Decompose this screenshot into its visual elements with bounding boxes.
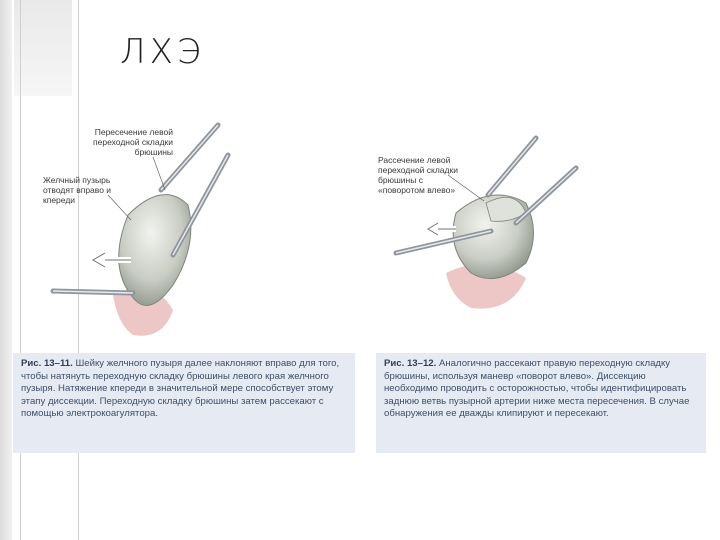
decorative-side-bar: [0, 0, 12, 540]
caption-text: Шейку желчного пузыря далее наклоняют вправо для того, чтобы натянуть переходную складку брюшины левого края желчного пузыря. Натяжение кпереди в значительной мере способствует этому этапу диссекции. Переходную складку брюшины затем рассекают с помощью электрокоагулятора.: [21, 358, 340, 419]
figure-13-12: [376, 103, 706, 453]
decorative-corner-block: [14, 0, 72, 96]
surgical-illustration: [376, 103, 706, 351]
figure-caption: [384, 358, 698, 421]
caption-title: Рис. 13–11.: [21, 358, 73, 369]
label-gallbladder-traction: Желчный пузырь отводят вправо и кпереди: [43, 175, 112, 205]
caption-box: [13, 353, 355, 453]
caption-text: Аналогично рассекают правую переходную складку брюшины, используя маневр «поворот влево». Диссекцию необходимо проводить с осторожностью, чтобы идентифицировать заднюю ветвь пузырной артерии ниже места пересечения. В случае обнаружения ее дважды клипируют и пересекают.: [384, 358, 690, 419]
slide-title: ЛХЭ: [120, 32, 205, 72]
figure-caption: [21, 358, 347, 421]
gallbladder-illustration-svg: [376, 103, 706, 351]
label-dissection-left-fold: Рассечение левой переходной складки брюшины с «поворотом влево»: [378, 155, 458, 195]
label-dissection-left-fold: Пересечение левой переходной складки брюшины: [93, 127, 173, 157]
gallbladder: [119, 195, 191, 306]
gallbladder-illustration-svg: [13, 95, 355, 353]
surgical-illustration: [13, 95, 355, 353]
figure-13-11: [13, 95, 355, 453]
caption-title: Рис. 13–12.: [384, 358, 437, 369]
caption-box: [376, 353, 706, 453]
